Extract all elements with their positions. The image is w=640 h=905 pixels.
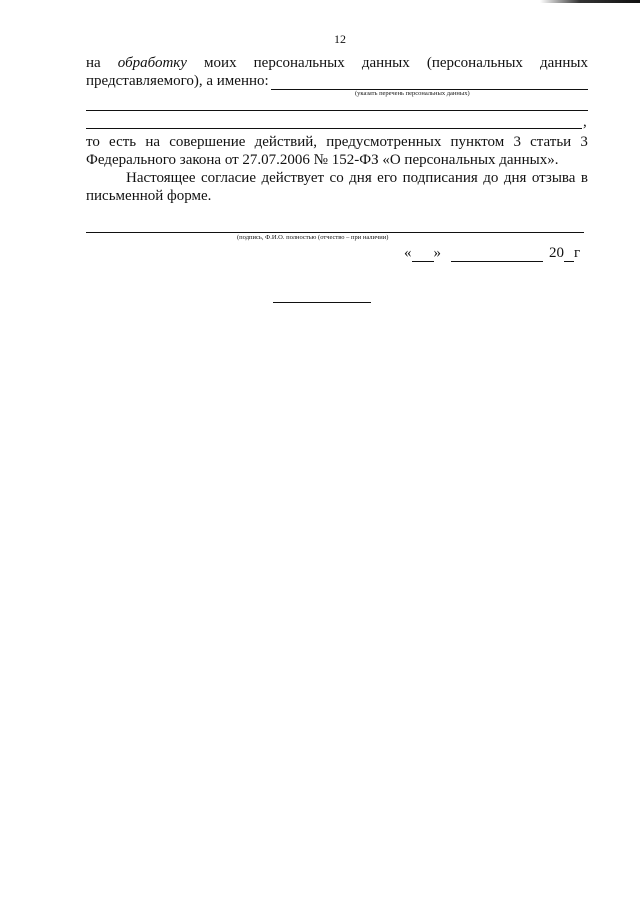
word: предусмотренных [326, 134, 442, 150]
word: дня [503, 170, 527, 186]
word: действует [261, 170, 325, 186]
date-day-field[interactable] [412, 248, 434, 262]
date-month-field[interactable] [451, 248, 543, 262]
validity-line-2: письменной форме. [86, 188, 212, 204]
word: 3 [513, 134, 521, 150]
word: со [329, 170, 344, 186]
legal-basis-line-1 [86, 133, 588, 151]
word: действий, [254, 134, 318, 150]
word: данных [540, 55, 588, 71]
word: 3 [580, 134, 588, 150]
date-year-prefix: 20 [549, 245, 564, 261]
word: статьи [530, 134, 572, 150]
consent-paragraph-scope [86, 54, 588, 90]
word: его [377, 170, 398, 186]
word: моих [204, 55, 237, 71]
consent-paragraph-legal-basis [86, 133, 588, 169]
word: обработку [117, 55, 187, 71]
signature-hint: (подпись, Ф.И.О. полностью (отчество – при наличии) [237, 234, 389, 241]
word: отзыва [531, 170, 576, 186]
word: дня [349, 170, 372, 186]
date-open-quote: « [404, 245, 412, 261]
section-separator-line [273, 302, 371, 303]
word: согласие [200, 170, 256, 186]
word: в [580, 170, 588, 186]
word: подписания [402, 170, 478, 186]
word: персональных [253, 55, 345, 71]
word: (персональных [426, 55, 523, 71]
word: совершение [169, 134, 246, 150]
consent-paragraph-validity [86, 169, 588, 205]
date-year-suffix: г [574, 245, 581, 261]
scan-edge-mark [540, 0, 640, 3]
word: пунктом [450, 134, 505, 150]
signature-field[interactable] [86, 232, 584, 233]
legal-basis-line-2: Федерального закона от 27.07.2006 № 152-ФЗ «О персональных данных». [86, 152, 559, 168]
word: до [483, 170, 499, 186]
trailing-comma: , [583, 114, 587, 130]
word: Настоящее [126, 170, 196, 186]
personal-data-list-field-line-2[interactable] [86, 110, 588, 111]
validity-line-1 [86, 169, 588, 187]
word: есть [109, 134, 137, 150]
date-year-field[interactable] [564, 248, 574, 262]
personal-data-list-field-line-3[interactable] [86, 128, 582, 129]
personal-data-list-hint: (указать перечень персональных данных) [355, 90, 470, 97]
page-number: 12 [334, 32, 346, 46]
word: то [86, 134, 100, 150]
scope-line-1 [86, 54, 588, 72]
date-row [404, 245, 580, 262]
word: данных [361, 55, 410, 71]
scope-line-2-text: представляемого), а именно: [86, 73, 269, 89]
personal-data-list-field[interactable] [271, 75, 588, 90]
date-close-quote: » [433, 245, 441, 261]
scope-line-2 [86, 72, 588, 90]
word: на [145, 134, 161, 150]
word: на [86, 55, 101, 71]
